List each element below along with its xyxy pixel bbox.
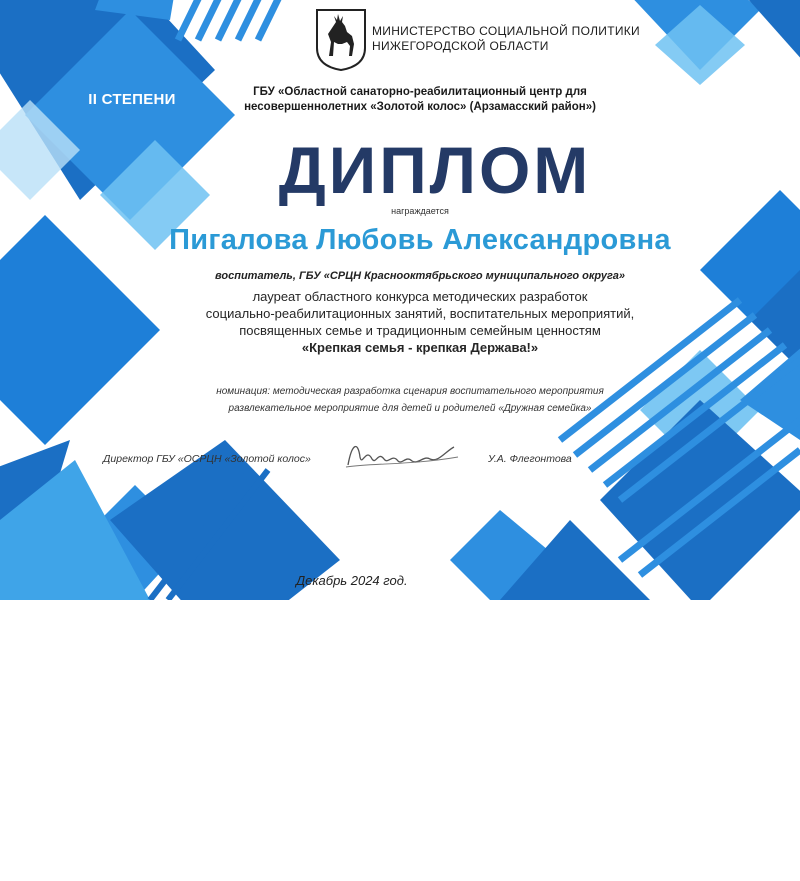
ministry-line-2: НИЖЕГОРОДСКОЙ ОБЛАСТИ	[372, 39, 549, 53]
handwritten-signature	[342, 437, 462, 473]
signer-name: У.А. Флегонтова	[488, 453, 572, 465]
institution-line-1: ГБУ «Областной санаторно-реабилитационный центр для	[253, 86, 587, 98]
document-title: ДИПЛОМ	[278, 133, 592, 207]
contest-name: «Крепкая семья - крепкая Держава!»	[301, 340, 539, 355]
recipient-name: Пигалова Любовь Александровна	[169, 224, 671, 256]
recipient-position: воспитатель, ГБУ «СРЦН Краснооктябрьского муниципального округа»	[215, 270, 625, 282]
award-text-line-1: лауреат областного конкурса методических разработок	[252, 289, 588, 304]
degree-label: II СТЕПЕНИ	[88, 91, 176, 108]
issue-date: Декабрь 2024 год.	[296, 573, 408, 588]
decor-stripes-top	[178, 0, 280, 40]
award-text-line-3: посвященных семье и традиционным семейным ценностям	[239, 323, 601, 338]
ministry-header	[372, 24, 672, 54]
awarded-label: награждается	[391, 206, 449, 216]
deer-coat-of-arms-icon	[314, 8, 368, 72]
director-title: Директор ГБУ «ОСРЦН «Золотой колос»	[103, 453, 311, 465]
award-text-line-2: социально-реабилитационных занятий, воспитательных мероприятий,	[205, 306, 635, 321]
ministry-line-1: МИНИСТЕРСТВО СОЦИАЛЬНОЙ ПОЛИТИКИ	[372, 24, 640, 38]
institution-line-2: несовершеннолетних «Золотой колос» (Арзамасский район»)	[244, 101, 596, 113]
nomination-line-1: номинация: методическая разработка сценария воспитательного мероприятия	[216, 386, 604, 397]
nomination-line-2: развлекательное мероприятие для детей и родителей «Дружная семейка»	[228, 403, 592, 414]
